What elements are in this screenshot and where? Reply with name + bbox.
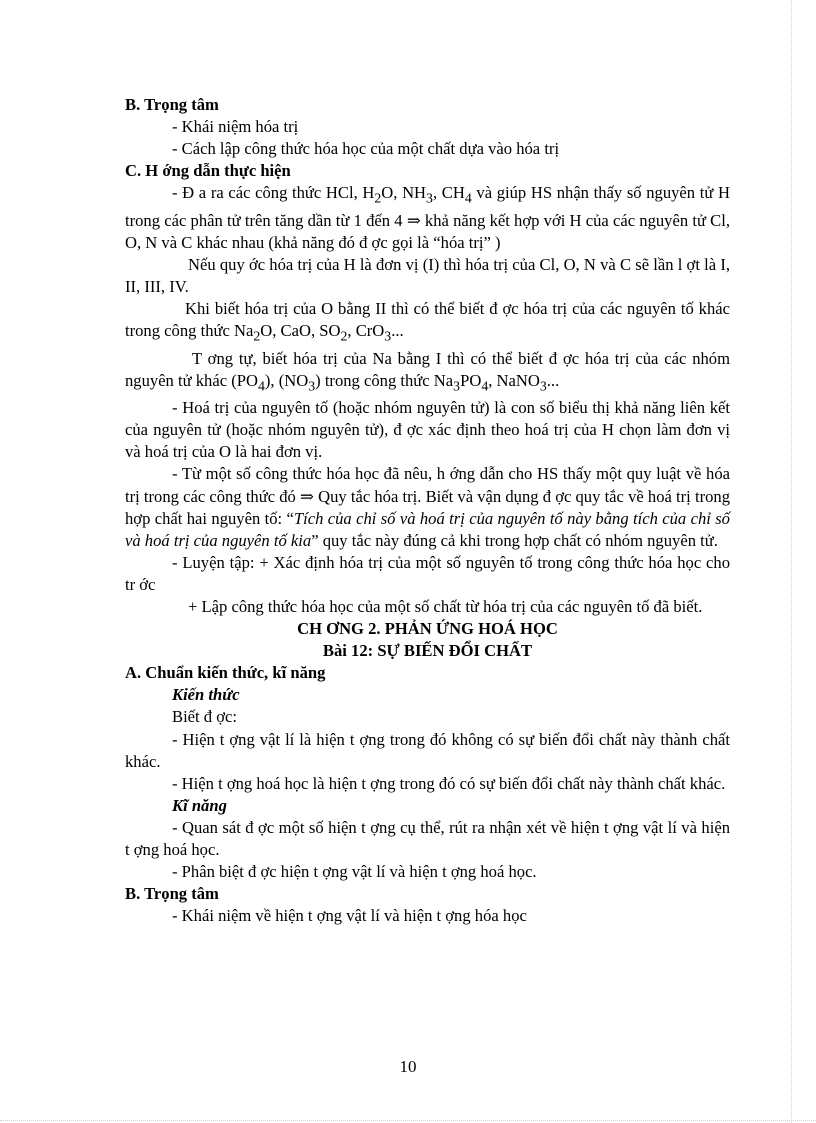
section-heading-trong-tam-2: B. Trọng tâm bbox=[125, 884, 219, 904]
paragraph: - Quan sát đ ợc một số hiện t ợng cụ thể, rút ra nhận xét về hiện t ợng vật lí và hiện t ợng hoá học. bbox=[125, 817, 730, 860]
paragraph: T ơng tự, biết hóa trị của Na bằng I thì có thể biết đ ợc hóa trị của các nhóm nguyên tử khác $(PO_4)$, $(NO_3)$ trong công thức $Na_3PO_4$, NaNO$_3$... bbox=[125, 348, 730, 394]
paragraph: - Hiện t ợng hoá học là hiện t ợng trong đó có sự biến đổi chất này thành chất khác. bbox=[172, 773, 726, 793]
paragraph: - Hoá trị của nguyên tố (hoặc nhóm nguyên tử) là con số biểu thị khả năng liên kết của nguyên tử (hoặc nhóm nguyên tử), đ ợc xác định theo hoá trị của H chọn làm đơn vị và hoá trị của O là hai đơn vị. bbox=[125, 398, 730, 462]
section-heading-trong-tam: B. Trọng tâm bbox=[125, 95, 219, 114]
paragraph: - Luyện tập: + Xác định hóa trị của một số nguyên tố trong công thức hóa học cho tr ớc bbox=[125, 552, 730, 594]
paragraph: Nếu quy ớc hóa trị của H là đơn vị (I) thì hóa trị của Cl, O, N và C sẽ lần l ợt là I, II, III, IV. bbox=[125, 254, 730, 297]
list-item: - Cách lập công thức hóa học của một chất dựa vào hóa trị bbox=[172, 139, 560, 159]
subheading-ki-nang: Kĩ năng bbox=[172, 795, 227, 815]
subheading-kien-thuc: Kiến thức bbox=[172, 685, 240, 705]
lesson-title: Bài 12: SỰ BIẾN ĐỔI CHẤT bbox=[322, 641, 533, 661]
page-content bbox=[125, 94, 730, 927]
page-edge-guide bbox=[0, 1120, 816, 1121]
paragraph: - Đ a ra các công thức HCl, $H_2O$, $NH_3$, $CH_4$ và giúp HS nhận thấy số nguyên tử H trong các phân tử trên tăng dần từ 1 đến 4 ⇒ khả năng kết hợp với H của các nguyên tử Cl, O, N và C khác nhau (khả năng đó đ ợc gọi là “hóa trị” ) bbox=[125, 183, 730, 252]
chapter-title: CH ƠNG 2. PHẢN ỨNG HOÁ HỌC bbox=[297, 619, 558, 639]
page-number: 10 bbox=[399, 1057, 417, 1076]
list-item: - Khái niệm hóa trị bbox=[172, 117, 299, 137]
section-heading-chuan: A. Chuẩn kiến thức, kĩ năng bbox=[125, 663, 326, 683]
paragraph: - Phân biệt đ ợc hiện t ợng vật lí và hiện t ợng hoá học. bbox=[172, 862, 537, 882]
rule-quote: Tích của chỉ số và hoá trị của nguyên tố này bằng tích của chỉ số và hoá trị của nguyên tố kia bbox=[125, 508, 730, 550]
paragraph: Biết đ ợc: bbox=[172, 707, 237, 727]
paragraph: - Hiện t ợng vật lí là hiện t ợng trong đó không có sự biến đổi chất này thành chất khác. bbox=[125, 729, 730, 771]
paragraph: - Từ một số công thức hóa học đã nêu, h ớng dẫn cho HS thấy một quy luật về hóa trị trong các công thức đó ⇒ Quy tắc hóa trị. Biết và vận dụng đ ợc quy tắc về hoá trị trong hợp chất hai nguyên tố: “Tích của chỉ số và hoá trị của nguyên tố này bằng tích của chỉ số và hoá trị của nguyên tố kia” quy tắc này đúng cả khi trong hợp chất có nhóm nguyên tử. bbox=[125, 464, 730, 550]
paragraph: + Lập công thức hóa học của một số chất từ hóa trị của các nguyên tố đã biết. bbox=[188, 597, 703, 616]
paragraph: Khi biết hóa trị của O bằng II thì có thể biết đ ợc hóa trị của các nguyên tố khác trong công thức $Na_2O$, CaO, $SO_2$, CrO$_3$... bbox=[125, 299, 730, 344]
list-item: - Khái niệm về hiện t ợng vật lí và hiện t ợng hóa học bbox=[172, 906, 527, 926]
page-edge-guide bbox=[791, 0, 792, 1123]
section-heading-huong-dan: C. H ớng dẫn thực hiện bbox=[125, 161, 291, 181]
